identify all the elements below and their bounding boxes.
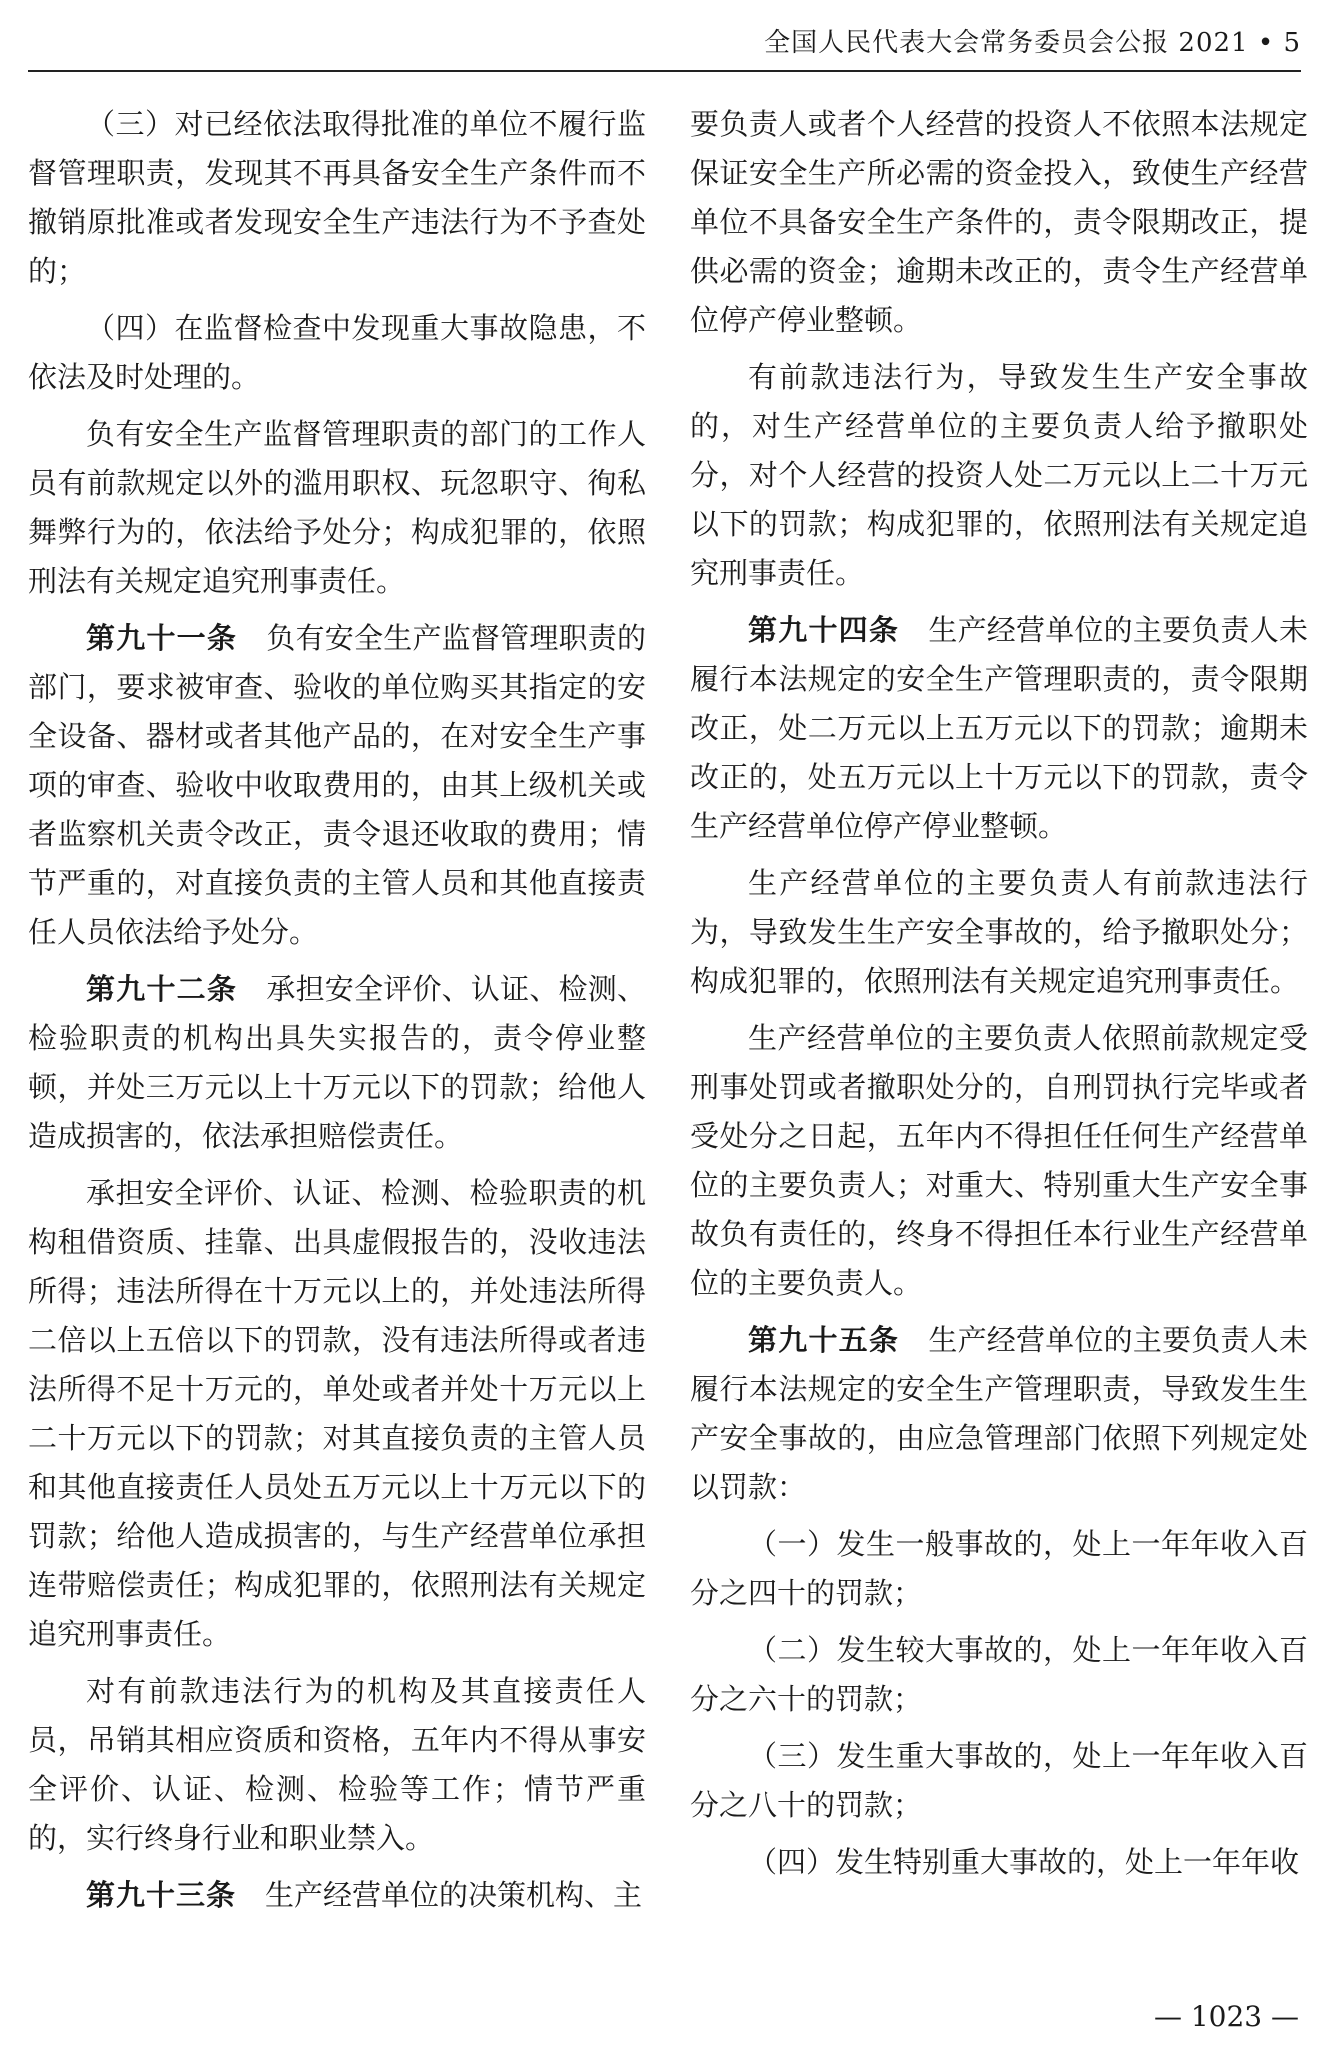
paragraph — [28, 100, 646, 296]
paragraph — [690, 1838, 1308, 1887]
paragraph — [690, 1014, 1308, 1308]
paragraph-text: 有前款违法行为，导致发生生产安全事故的，对生产经营单位的主要负责人给予撤职处分，对个人经营的投资人处二万元以上二十万元以下的罚款；构成犯罪的，依照刑法有关规定追究刑事责任。 — [690, 360, 1308, 590]
paragraph — [690, 1520, 1308, 1618]
paragraph — [28, 1169, 646, 1659]
article-paragraph — [28, 965, 646, 1161]
article-paragraph — [690, 1316, 1308, 1512]
page-header — [28, 0, 1301, 72]
paragraph-text: 承担安全评价、认证、检测、检验职责的机构出具失实报告的，责令停业整顿，并处三万元以上十万元以下的罚款；给他人造成损害的，依法承担赔偿责任。 — [28, 972, 646, 1153]
article-number: 第九十二条 — [86, 972, 238, 1006]
paragraph-text: 承担安全评价、认证、检测、检验职责的机构租借资质、挂靠、出具虚假报告的，没收违法所得；违法所得在十万元以上的，并处违法所得二倍以上五倍以下的罚款，没有违法所得或者违法所得不足十万元的，单处或者并处十万元以上二十万元以下的罚款；对其直接负责的主管人员和其他直接责任人员处五万元以上十万元以下的罚款；给他人造成损害的，与生产经营单位承担连带赔偿责任；构成犯罪的，依照刑法有关规定追究刑事责任。 — [28, 1176, 646, 1651]
paragraph-text: （四）发生特别重大事故的，处上一年年收 — [748, 1845, 1300, 1879]
paragraph-text: （四）在监督检查中发现重大事故隐患，不依法及时处理的。 — [28, 311, 646, 394]
journal-title: 全国人民代表大会常务委员会公报 2021 • 5 — [764, 28, 1301, 58]
right-column — [690, 100, 1308, 1895]
paragraph — [690, 1626, 1308, 1724]
paragraph — [690, 100, 1308, 345]
paragraph-text: 生产经营单位的主要负责人有前款违法行为，导致发生生产安全事故的，给予撤职处分；构成犯罪的，依照刑法有关规定追究刑事责任。 — [690, 866, 1308, 998]
paragraph-text: 生产经营单位的决策机构、主 — [265, 1878, 643, 1912]
paragraph — [690, 859, 1308, 1006]
article-number: 第九十四条 — [748, 613, 900, 647]
paragraph — [690, 1732, 1308, 1830]
paragraph-text: 生产经营单位的主要负责人依照前款规定受刑事处罚或者撤职处分的，自刑罚执行完毕或者受处分之日起，五年内不得担任任何生产经营单位的主要负责人；对重大、特别重大生产安全事故负有责任的，终身不得担任本行业生产经营单位的主要负责人。 — [690, 1021, 1308, 1300]
paragraph-text: （三）发生重大事故的，处上一年年收入百分之八十的罚款； — [690, 1739, 1308, 1822]
article-number: 第九十五条 — [748, 1323, 900, 1357]
paragraph-text: （二）发生较大事故的，处上一年年收入百分之六十的罚款； — [690, 1633, 1308, 1716]
paragraph-text: 要负责人或者个人经营的投资人不依照本法规定保证安全生产所必需的资金投入，致使生产经营单位不具备安全生产条件的，责令限期改正，提供必需的资金；逾期未改正的，责令生产经营单位停产停业整顿。 — [690, 107, 1308, 337]
paragraph-text: （一）发生一般事故的，处上一年年收入百分之四十的罚款； — [690, 1527, 1308, 1610]
paragraph — [28, 1667, 646, 1863]
paragraph-text: 生产经营单位的主要负责人未履行本法规定的安全生产管理职责的，责令限期改正，处二万元以上五万元以下的罚款；逾期未改正的，处五万元以上十万元以下的罚款，责令生产经营单位停产停业整顿。 — [690, 613, 1308, 843]
article-paragraph — [28, 1871, 646, 1920]
paragraph — [28, 410, 646, 606]
paragraph-text: 生产经营单位的主要负责人未履行本法规定的安全生产管理职责，导致发生生产安全事故的，由应急管理部门依照下列规定处以罚款： — [690, 1323, 1308, 1504]
paragraph-text: 对有前款违法行为的机构及其直接责任人员，吊销其相应资质和资格，五年内不得从事安全评价、认证、检测、检验等工作；情节严重的，实行终身行业和职业禁入。 — [28, 1674, 646, 1855]
paragraph-text: 负有安全生产监督管理职责的部门的工作人员有前款规定以外的滥用职权、玩忽职守、徇私舞弊行为的，依法给予处分；构成犯罪的，依照刑法有关规定追究刑事责任。 — [28, 417, 646, 598]
paragraph — [28, 304, 646, 402]
paragraph — [690, 353, 1308, 598]
paragraph-text: 负有安全生产监督管理职责的部门，要求被审查、验收的单位购买其指定的安全设备、器材或者其他产品的，在对安全生产事项的审查、验收中收取费用的，由其上级机关或者监察机关责令改正，责令退还收取的费用；情节严重的，对直接负责的主管人员和其他直接责任人员依法给予处分。 — [28, 621, 646, 949]
article-number: 第九十一条 — [86, 621, 238, 655]
article-number: 第九十三条 — [86, 1878, 237, 1912]
article-paragraph — [28, 614, 646, 957]
page-number: — 1023 — — [1153, 2000, 1299, 2033]
left-column — [28, 100, 646, 1928]
article-paragraph — [690, 606, 1308, 851]
paragraph-text: （三）对已经依法取得批准的单位不履行监督管理职责，发现其不再具备安全生产条件而不撤销原批准或者发现安全生产违法行为不予查处的； — [28, 107, 646, 288]
